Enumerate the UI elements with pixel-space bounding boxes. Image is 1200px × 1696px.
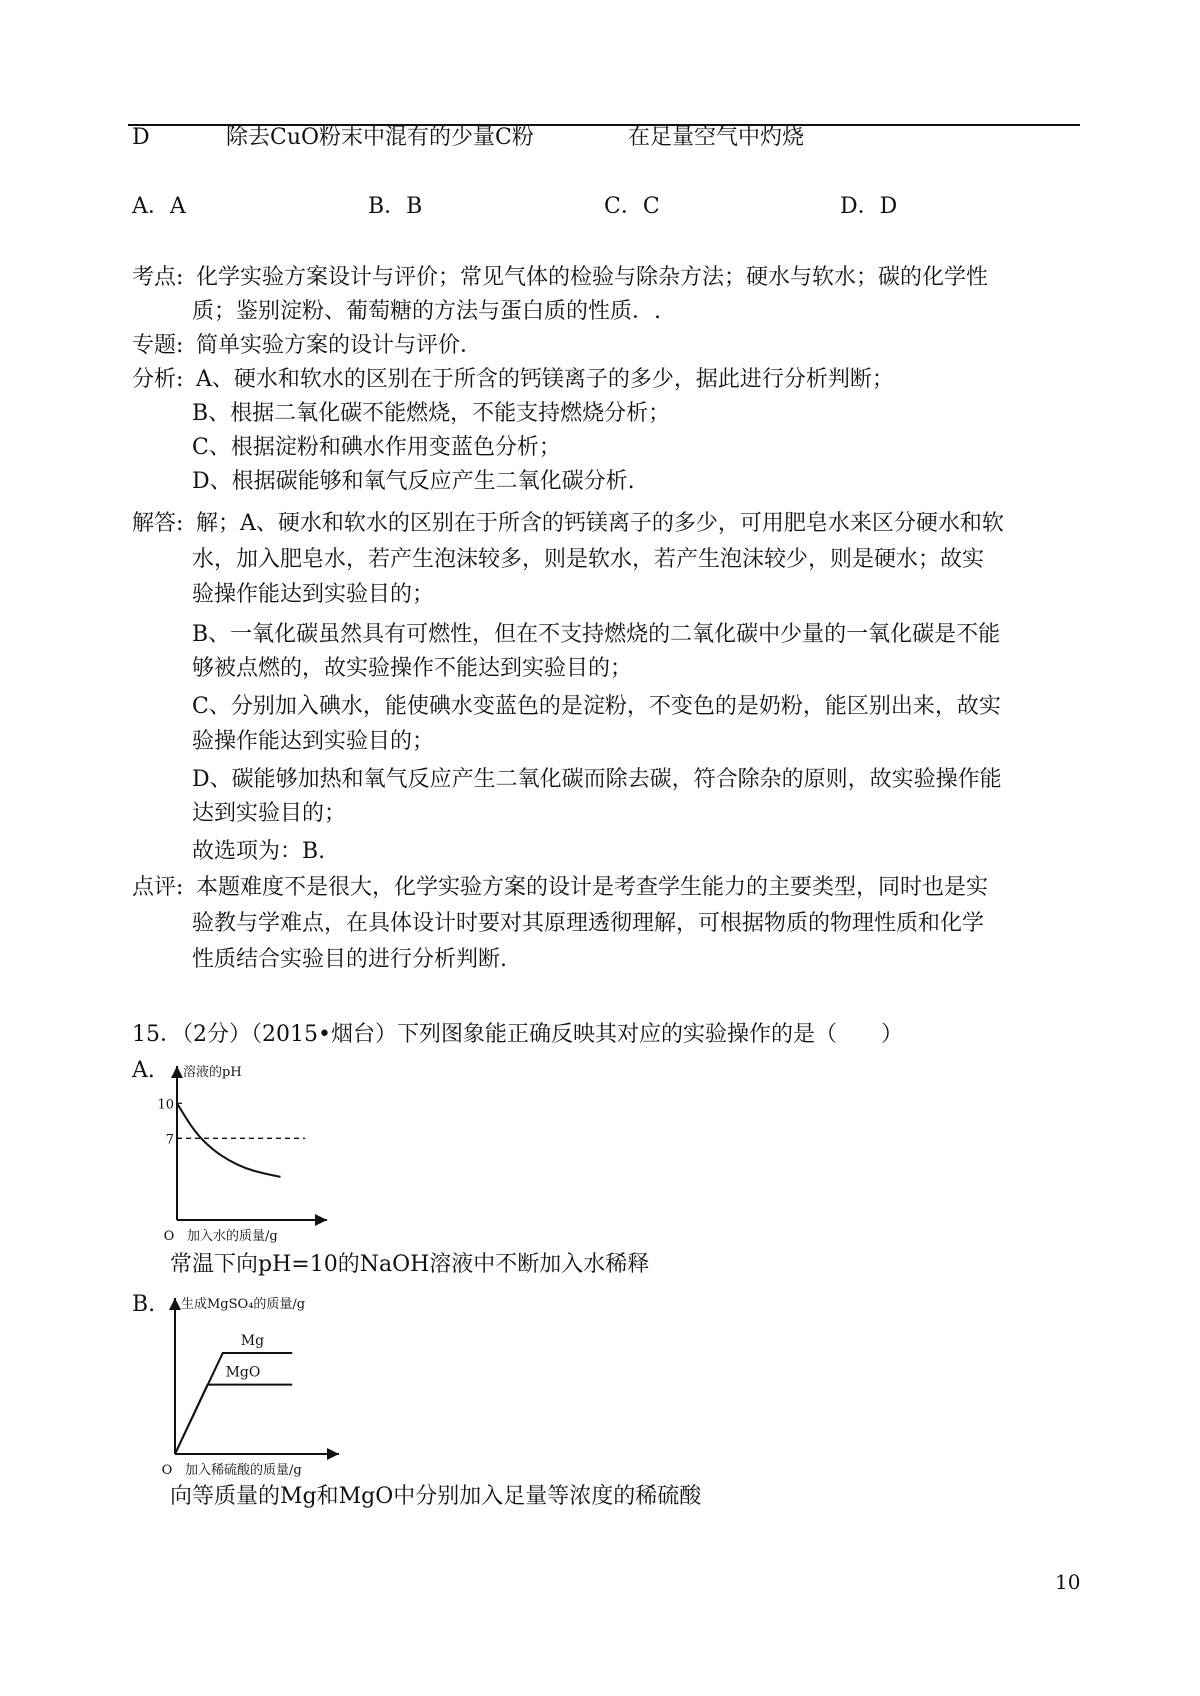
y-tick-label: 10 [157,1097,174,1113]
zhuanti-text: 简单实验方案的设计与评价． [196,333,483,358]
choice-a-letter: A. [132,1058,155,1083]
fenxi-line: B、根据二氧化碳不能燃烧，不能支持燃烧分析； [192,401,671,426]
dianping-line: 验教与学难点，在具体设计时要对其原理透彻理解，可根据物质的物理性质和化学 [192,911,985,936]
chart-b [161,1292,380,1482]
dianping-label: 点评: [132,875,184,900]
choice-a-caption: 常温下向pH=10的NaOH溶液中不断加入水稀释 [170,1252,650,1277]
zhuanti-label: 专题: [132,333,184,358]
jieda-line: 故选项为：B. [192,839,326,864]
jieda-line: 验操作能达到实验目的； [192,729,435,754]
choice-b-caption: 向等质量的Mg和MgO中分别加入足量等浓度的稀硫酸 [170,1484,702,1509]
dianping-line: 本题难度不是很大，化学实验方案的设计是考查学生能力的主要类型，同时也是实 [196,875,989,900]
y-tick-label: 7 [165,1132,174,1148]
row-d-operation: 在足量空气中灼烧 [628,125,805,150]
page-number: 10 [1055,1570,1081,1594]
row-d-goal: 除去CuO粉末中混有的少量C粉 [226,125,534,150]
jieda-line: 够被点燃的，故实验操作不能达到实验目的； [192,656,633,681]
series-line-mgo [175,1385,292,1454]
row-d-letter: D [132,125,150,150]
option-b: B．B [368,194,423,219]
fenxi-line: C、根据淀粉和碘水作用变蓝色分析； [192,435,561,460]
series-label-mgo: MgO [225,1364,261,1381]
jieda-line: C、分别加入碘水，能使碘水变蓝色的是淀粉，不变色的是奶粉，能区别出来，故实 [192,694,1001,719]
jieda-line: B、一氧化碳虽然具有可燃性，但在不支持燃烧的二氧化碳中少量的一氧化碳是不能 [192,622,1001,647]
fenxi-line: D、根据碳能够和氧气反应产生二氧化碳分析. [192,469,635,494]
y-axis-label: 溶液的pH [183,1065,242,1080]
origin-label: O [161,1463,173,1478]
kaodian-line: 质；鉴别淀粉、葡萄糖的方法与蛋白质的性质．. [192,299,661,324]
series-line-0 [177,1103,281,1177]
jieda-label: 解答: [132,511,184,536]
choice-b-letter: B. [132,1292,156,1317]
jieda-line: 达到实验目的； [192,801,347,826]
dianping-line: 性质结合实验目的进行分析判断. [192,947,507,972]
y-axis-label: 生成MgSO₄的质量/g [181,1297,306,1312]
fenxi-line: A、硬水和软水的区别在于所含的钙镁离子的多少，据此进行分析判断； [196,367,894,392]
series-label-mg: Mg [240,1333,265,1350]
option-d: D．D [840,194,898,219]
origin-label: O [163,1229,175,1244]
option-c: C．C [604,194,660,219]
kaodian-label: 考点: [132,265,184,290]
chart-a [157,1060,365,1250]
option-a: A．A [132,194,186,219]
kaodian-line: 化学实验方案设计与评价；常见气体的检验与除杂方法；硬水与软水；碳的化学性 [196,265,989,290]
question-15: 15．（2分）（2015•烟台）下列图象能正确反映其对应的实验操作的是（ ） [132,1022,903,1047]
x-axis-label: 加入水的质量/g [187,1229,278,1244]
jieda-line: 解；A、硬水和软水的区别在于所含的钙镁离子的多少，可用肥皂水来区分硬水和软 [196,511,1004,536]
jieda-line: D、碳能够加热和氧气反应产生二氧化碳而除去碳，符合除杂的原则，故实验操作能 [192,767,1002,792]
fenxi-label: 分析: [132,367,184,392]
x-axis-label: 加入稀硫酸的质量/g [185,1463,302,1478]
jieda-line: 水，加入肥皂水，若产生泡沫较多，则是软水，若产生泡沫较少，则是硬水；故实 [192,547,985,572]
jieda-line: 验操作能达到实验目的； [192,582,435,607]
